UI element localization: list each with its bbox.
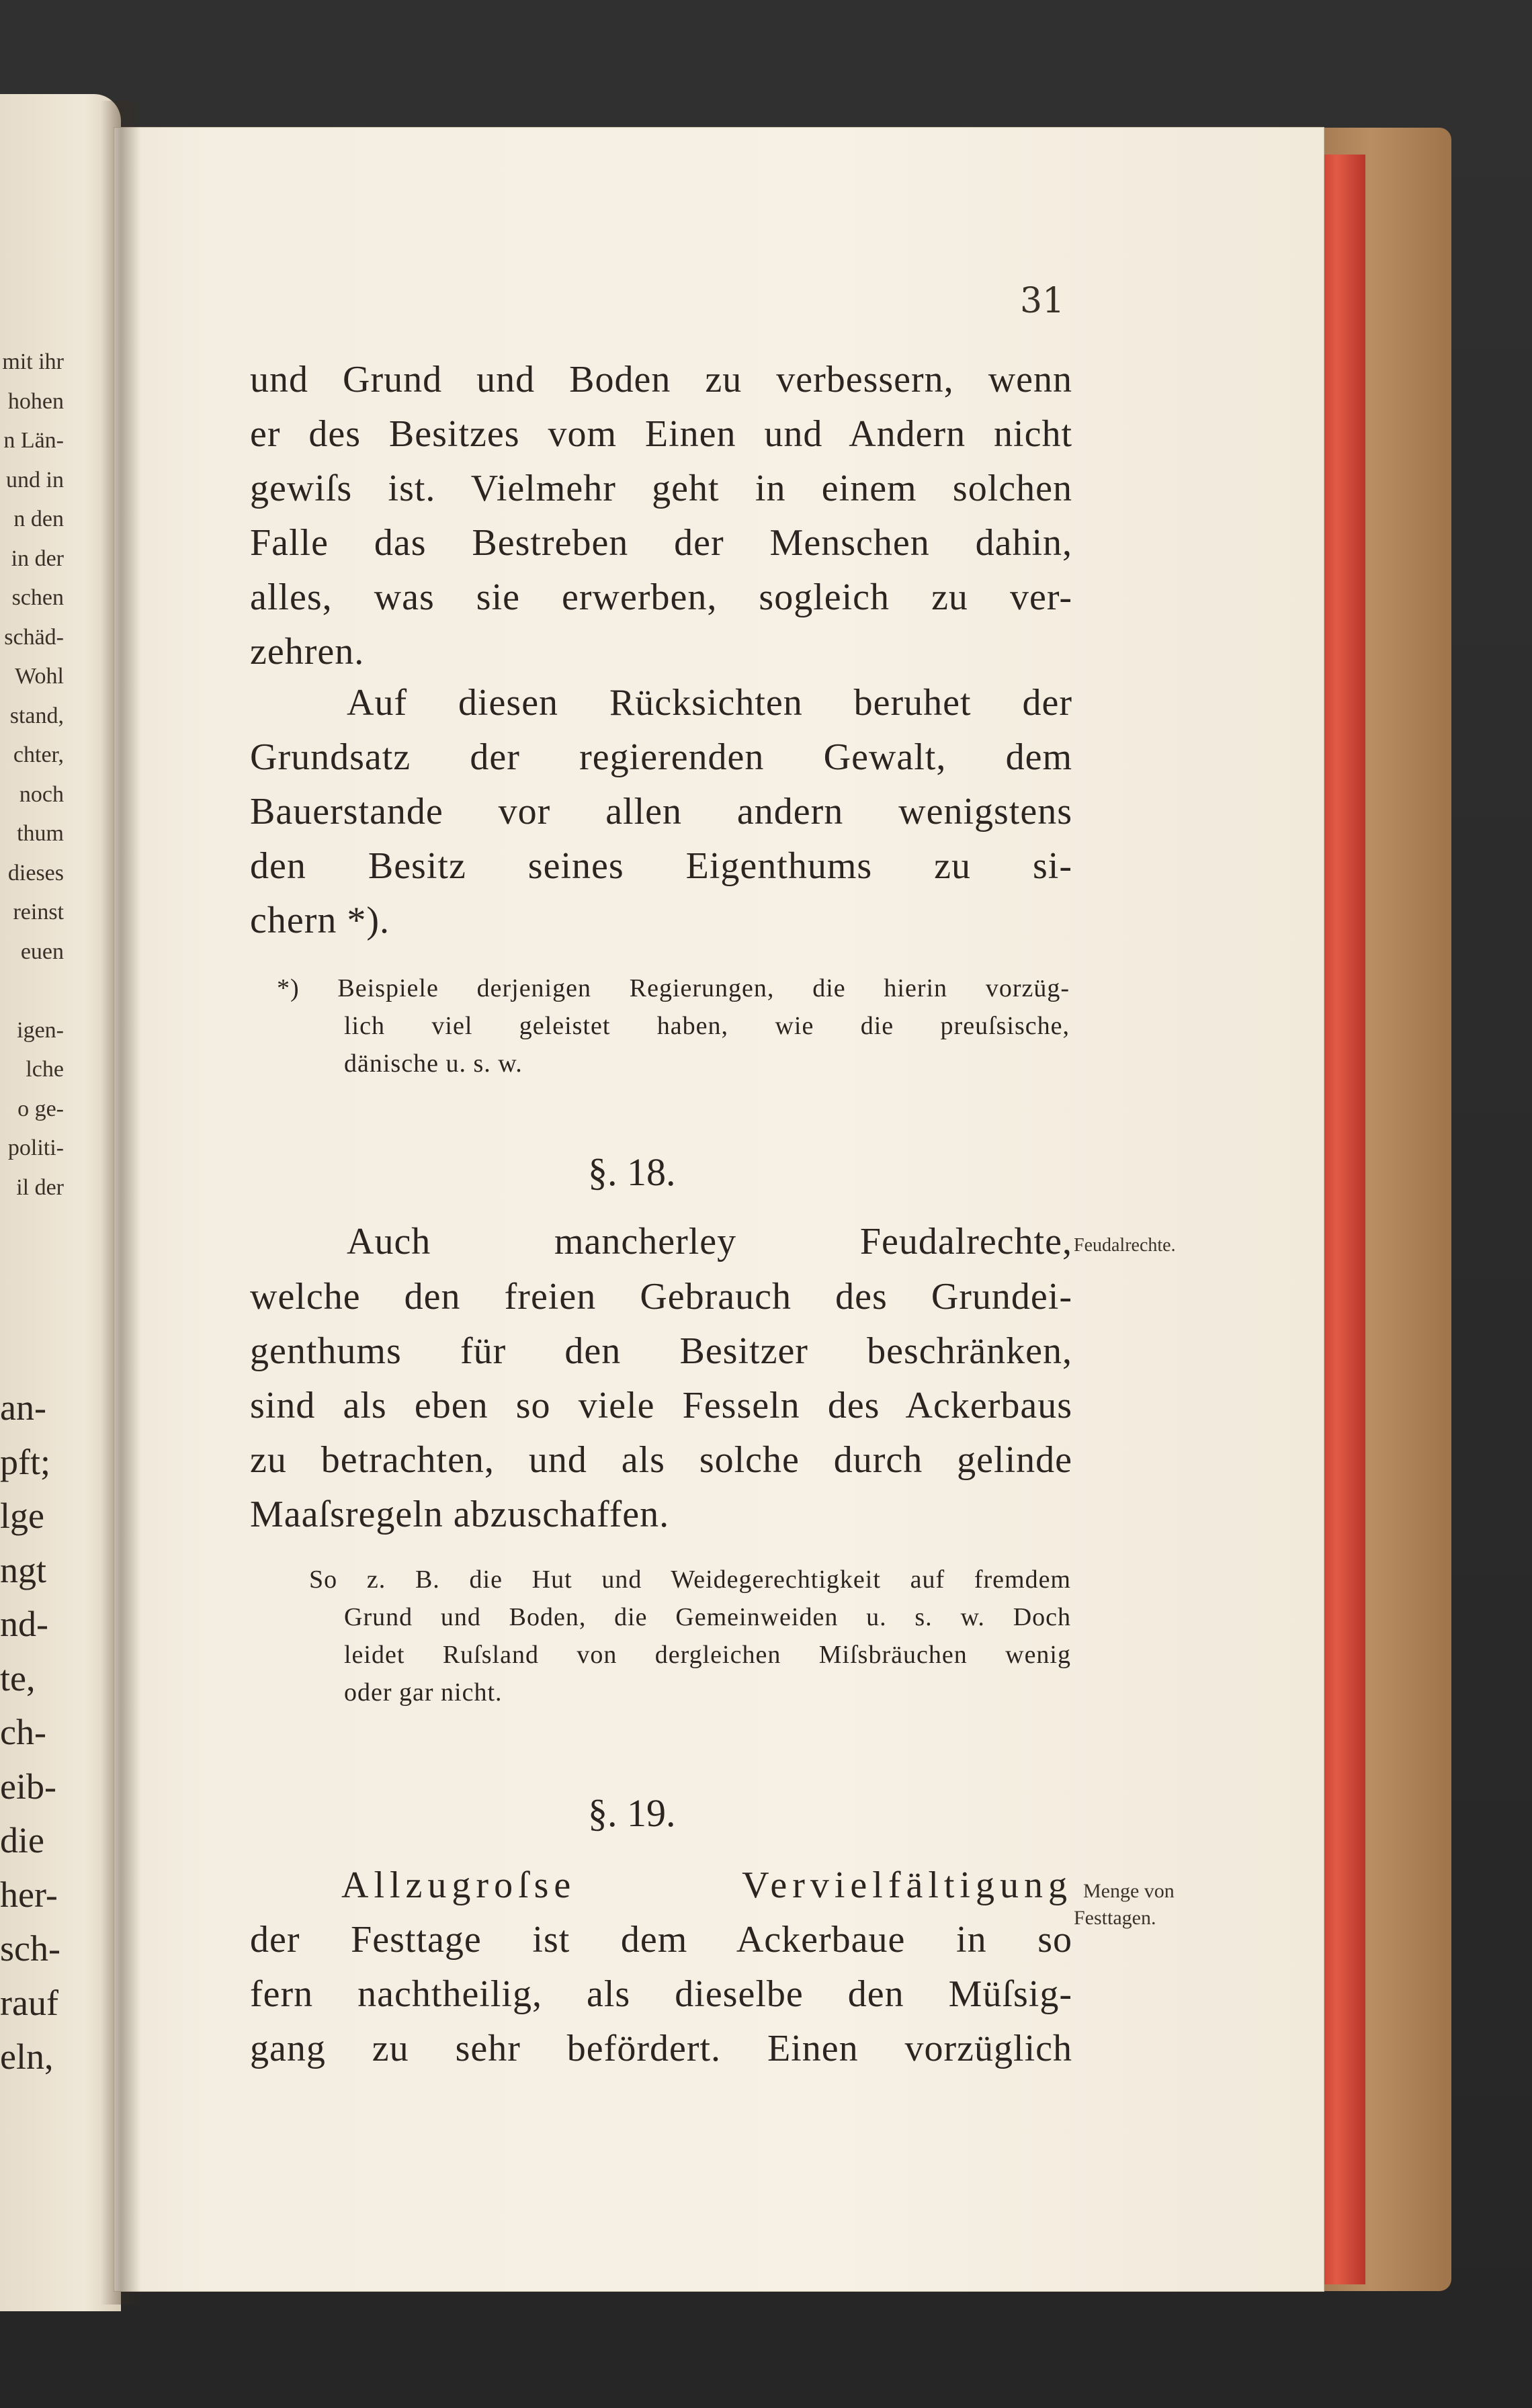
left-fragment: igen- bbox=[17, 1017, 64, 1043]
left-fragment: Wohl bbox=[15, 664, 64, 689]
left-fragment: noch bbox=[19, 781, 64, 807]
left-fragment: sch- bbox=[0, 1928, 60, 1969]
body-line: gang zu sehr befördert. Einen vorzüglich bbox=[250, 2028, 1072, 2069]
body-line: er des Besitzes vom Einen und Andern nicht bbox=[250, 413, 1072, 455]
footnote-line: leidet Ruſsland von dergleichen Miſsbräuchen wenig bbox=[344, 1641, 1071, 1669]
left-fragment: dieses bbox=[7, 860, 64, 886]
left-fragment: rauf bbox=[0, 1982, 58, 2023]
left-fragment: thum bbox=[17, 821, 64, 846]
left-fragment: ch- bbox=[0, 1712, 46, 1752]
body-line: und Grund und Boden zu verbessern, wenn bbox=[250, 359, 1072, 400]
left-fragment bbox=[0, 972, 64, 1011]
left-fragment: die bbox=[0, 1820, 44, 1860]
left-fragment: mit ihr bbox=[2, 349, 64, 374]
left-fragment: euen bbox=[20, 939, 64, 964]
left-fragment: nd- bbox=[0, 1604, 48, 1644]
footnote-line: dänische u. s. w. bbox=[344, 1049, 523, 1078]
left-fragment: il der bbox=[16, 1174, 64, 1200]
body-line: Auch mancherley Feudalrechte, bbox=[347, 1221, 1072, 1262]
left-fragment: hohen bbox=[7, 388, 64, 414]
footnote-line: *) Beispiele derjenigen Regierungen, die hierin vorzüg- bbox=[277, 974, 1070, 1002]
left-fragment: schen bbox=[11, 585, 64, 610]
body-line: gewiſs ist. Vielmehr geht in einem solchen bbox=[250, 468, 1072, 509]
section-heading: §. 19. bbox=[588, 1791, 676, 1835]
body-line: Falle das Bestreben der Menschen dahin, bbox=[250, 522, 1072, 564]
body-line: welche den freien Gebrauch des Grundei- bbox=[250, 1276, 1072, 1318]
footnote-line: So z. B. die Hut und Weidegerechtigkeit auf fremdem bbox=[309, 1565, 1071, 1594]
spine-shadow bbox=[101, 101, 141, 2305]
left-fragment: schäd- bbox=[4, 624, 64, 650]
left-fragment: an- bbox=[0, 1387, 46, 1428]
left-fragment: n den bbox=[13, 507, 64, 531]
body-line: alles, was sie erwerben, sogleich zu ver- bbox=[250, 576, 1072, 618]
body-line: Bauerstande vor allen andern wenigstens bbox=[250, 791, 1072, 832]
footnote-line: lich viel geleistet haben, wie die preuſsische, bbox=[344, 1012, 1070, 1040]
left-fragment: lge bbox=[0, 1496, 44, 1536]
left-fragment: pft; bbox=[0, 1441, 50, 1482]
page-number: 31 bbox=[1020, 281, 1065, 321]
left-fragment: eib- bbox=[0, 1766, 56, 1807]
margin-note: Menge von bbox=[1083, 1880, 1175, 1902]
body-line: Maaſsregeln abzuschaffen. bbox=[250, 1494, 670, 1535]
left-fragment: in der bbox=[11, 546, 64, 571]
left-fragment: lche bbox=[26, 1057, 64, 1082]
left-fragment: te, bbox=[0, 1658, 36, 1698]
page-edges bbox=[1318, 155, 1365, 2284]
margin-note: Festtagen. bbox=[1074, 1907, 1156, 1929]
left-fragment: ngt bbox=[0, 1549, 47, 1590]
left-fragment: eln, bbox=[0, 2036, 54, 2077]
left-fragment: politi- bbox=[7, 1135, 64, 1160]
body-line: fern nachtheilig, als dieselbe den Müſsig- bbox=[250, 1973, 1072, 2015]
body-line: zu betrachten, und als solche durch gelinde bbox=[250, 1439, 1072, 1481]
body-line: Auf diesen Rücksichten beruhet der bbox=[347, 682, 1072, 724]
body-line: chern *). bbox=[250, 900, 390, 941]
footnote-line: Grund und Boden, die Gemeinweiden u. s. w. Doch bbox=[344, 1603, 1071, 1631]
body-line: den Besitz seines Eigenthums zu si- bbox=[250, 845, 1072, 887]
body-line: Allzugroſse Vervielfältigung bbox=[341, 1864, 1072, 1906]
body-line: Grundsatz der regierenden Gewalt, dem bbox=[250, 736, 1072, 778]
section-heading: §. 18. bbox=[588, 1150, 676, 1194]
left-fragment: her- bbox=[0, 1874, 58, 1915]
left-fragment: o ge- bbox=[17, 1096, 64, 1121]
left-fragment: reinst bbox=[13, 900, 64, 924]
left-fragment: und in bbox=[6, 467, 64, 492]
body-line: genthums für den Besitzer beschränken, bbox=[250, 1330, 1072, 1372]
footnote-line: oder gar nicht. bbox=[344, 1678, 503, 1707]
left-fragment: stand, bbox=[9, 703, 64, 728]
body-line: der Festtage ist dem Ackerbaue in so bbox=[250, 1919, 1072, 1961]
body-line: sind als eben so viele Fesseln des Ackerbaus bbox=[250, 1385, 1072, 1426]
margin-note: Feudalrechte. bbox=[1074, 1235, 1176, 1256]
body-line: zehren. bbox=[250, 631, 365, 673]
left-fragment: n Län- bbox=[3, 428, 64, 453]
left-fragment: chter, bbox=[13, 742, 64, 767]
